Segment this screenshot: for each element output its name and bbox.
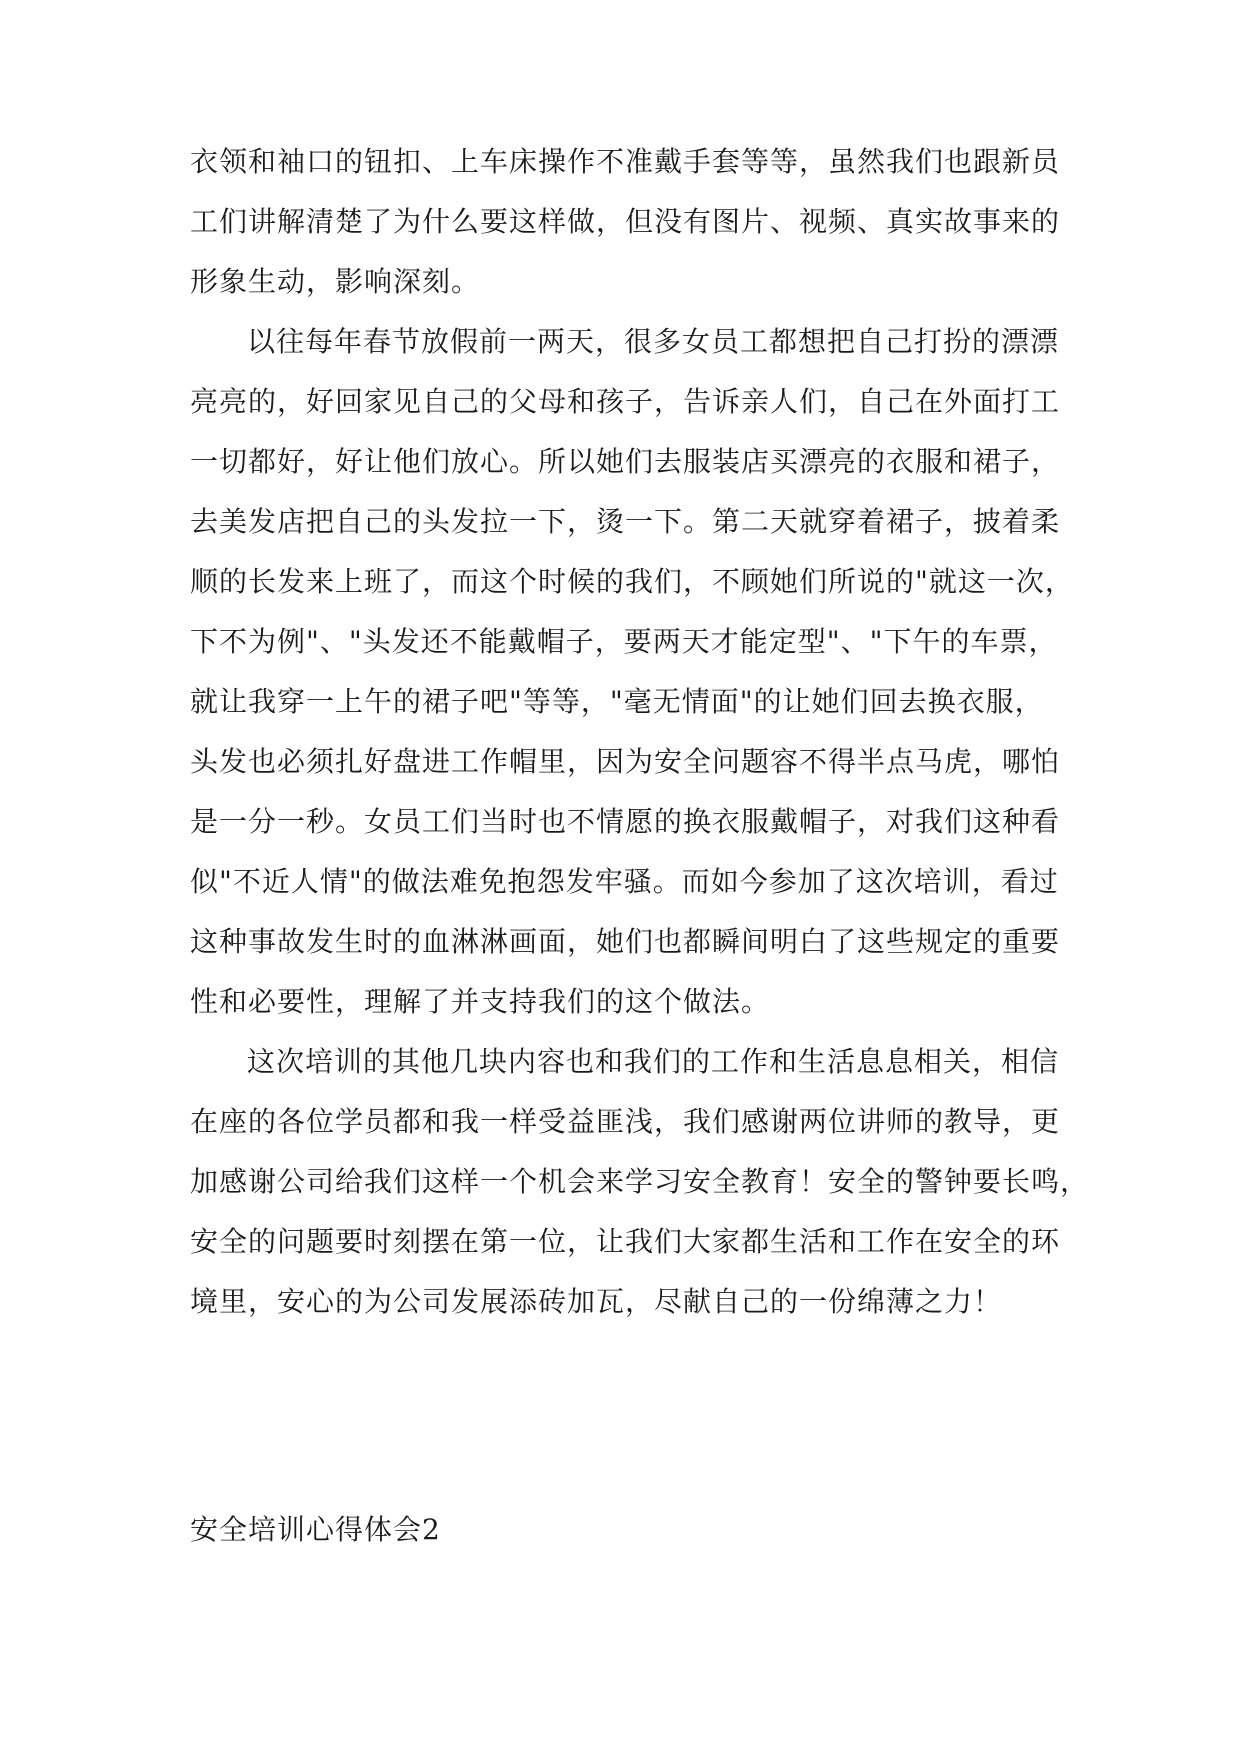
text-line: 安全的问题要时刻摆在第一位，让我们大家都生活和工作在安全的环 [190, 1225, 1061, 1258]
text-line: 加感谢公司给我们这样一个机会来学习安全教育！安全的警钟要长鸣， [190, 1165, 1090, 1198]
text-line: 一切都好，好让他们放心。所以她们去服装店买漂亮的衣服和裙子， [190, 445, 1061, 478]
text-line: 境里，安心的为公司发展添砖加瓦，尽献自己的一份绵薄之力！ [190, 1285, 1003, 1318]
text-line: 似"不近人情"的做法难免抱怨发牢骚。而如今参加了这次培训，看过 [190, 865, 1059, 898]
text-line: 去美发店把自己的头发拉一下，烫一下。第二天就穿着裙子，披着柔 [190, 505, 1061, 538]
text-line: 顺的长发来上班了，而这个时候的我们，不顾她们所说的"就这一次， [190, 565, 1074, 598]
text-line: 头发也必须扎好盘进工作帽里，因为安全问题容不得半点马虎，哪怕 [190, 745, 1061, 778]
text-line: 性和必要性，理解了并支持我们的这个做法。 [190, 985, 771, 1018]
text-line: 就让我穿一上午的裙子吧"等等，"毫无情面"的让她们回去换衣服， [190, 685, 1044, 718]
text-line: 形象生动，影响深刻。 [190, 265, 481, 298]
text-line: 这次培训的其他几块内容也和我们的工作和生活息息相关，相信 [247, 1045, 1060, 1078]
text-line: 下不为例"、"头发还不能戴帽子，要两天才能定型"、"下午的车票， [190, 625, 1058, 658]
text-line: 工们讲解清楚了为什么要这样做，但没有图片、视频、真实故事来的 [190, 205, 1061, 238]
text-line: 亮亮的，好回家见自己的父母和孩子，告诉亲人们，自己在外面打工 [190, 385, 1061, 418]
text-line: 在座的各位学员都和我一样受益匪浅，我们感谢两位讲师的教导，更 [190, 1105, 1061, 1138]
section-heading: 安全培训心得体会2 [190, 1513, 441, 1546]
text-line: 衣领和袖口的钮扣、上车床操作不准戴手套等等，虽然我们也跟新员 [190, 145, 1061, 178]
text-line: 是一分一秒。女员工们当时也不情愿的换衣服戴帽子，对我们这种看 [190, 805, 1061, 838]
text-line: 这种事故发生时的血淋淋画面，她们也都瞬间明白了这些规定的重要 [190, 925, 1061, 958]
text-line: 以往每年春节放假前一两天，很多女员工都想把自己打扮的漂漂 [247, 325, 1060, 358]
